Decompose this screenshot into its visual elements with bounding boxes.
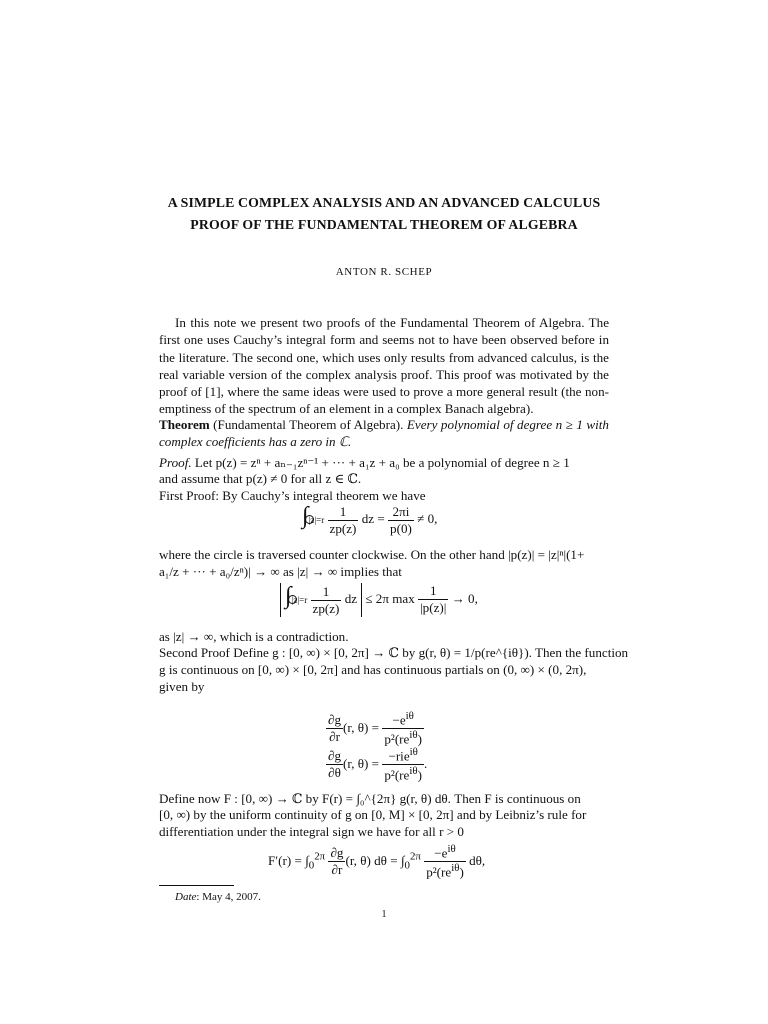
footnote: Date: May 4, 2007. xyxy=(175,891,261,903)
partial-r-equation: $\frac{\partial g}{\partial r}$ (r, θ) = $\frac{-e^{i\theta}}{p^2(re^{i\theta})}$ xyxy=(328,710,422,747)
page-number: 1 xyxy=(381,909,387,920)
second-proof-3: given by xyxy=(159,679,205,694)
paper-title: A SIMPLE COMPLEX ANALYSIS AND AN ADVANCED CALCULUS PROOF OF THE FUNDAMENTAL THEOREM OF ALGEBRA xyxy=(167,195,601,232)
contradiction-line: as |z| → ∞, which is a contradiction. xyxy=(159,629,349,644)
theorem-name: (Fundamental Theorem of Algebra). xyxy=(213,417,404,432)
proof-line-2: and assume that p(z) ≠ 0 for all z ∈ ℂ. xyxy=(159,471,362,486)
theorem xyxy=(159,416,609,451)
second-proof-1: Second Proof Define g : [0, ∞) × [0, 2π] → ℂ by g(r, θ) = 1/p(re^{iθ}). Then the function xyxy=(159,645,629,660)
leibniz-equation: $F'(r) = \int_0^{2\pi}$ $\frac{\partial g}{\partial r}$ (r, θ) $d\theta = \int_0^{2\pi}$ $\frac{-e^{i\theta}}{p^2(re^{i\theta})}$ dθ, xyxy=(268,843,486,880)
define-line-3: differentiation under the integral sign we have for all r > 0 xyxy=(159,824,464,839)
second-proof-2: g is continuous on [0, ∞) × [0, 2π] and has continuous partials on (0, ∞) × (0, 2π), xyxy=(159,662,587,677)
theorem-text: Every polynomial of degree n ≥ 1 with complex coefficients has a zero in ℂ. xyxy=(159,417,609,450)
define-line-2: [0, ∞) by the uniform continuity of g on [0, M] × [0, 2π] and by Leibniz’s rule for xyxy=(159,807,587,822)
theorem-label: Theorem xyxy=(159,417,210,432)
equation-cauchy: ∫|z|=r $\frac{1}{zp(z)}$ dz = $\frac{2\pi i}{p(0)}$ ≠ 0, xyxy=(302,503,438,536)
author: ANTON R. SCHEP xyxy=(335,266,433,278)
first-proof: First Proof: By Cauchy’s integral theorem we have xyxy=(159,488,426,503)
intro-paragraph: In this note we present two proofs of the Fundamental Theorem of Algebra. The first one uses Cauchy’s integral form and seems not to have been observed before in the literature. The second one, which uses only results from advanced calculus, is the real variable version of the complex analysis proof. This proof was motivated by the proof of [1], where the same ideas were used to prove a more general result (the non-emptiness of the spectrum of an element in a complex Banach algebra). xyxy=(159,315,609,417)
proof-line-1-text: Let p(z) = zⁿ + aₙ₋₁zⁿ⁻¹ + ··· + a₁z + a₀ be a polynomial of degree n ≥ 1 xyxy=(194,455,570,470)
proof-line-1 xyxy=(159,454,609,471)
define-line-1: Define now F : [0, ∞) → ℂ by F(r) = ∫₀^{2π} g(r, θ) dθ. Then F is continuous on xyxy=(159,791,581,806)
equation-estimate: ∫|z|=r $\frac{1}{zp(z)}$ dz ≤ 2π max $\frac{1}{|p(z)|}$ → 0, xyxy=(280,583,478,617)
footnote-rule xyxy=(159,885,234,886)
partial-theta-equation: $\frac{\partial g}{\partial\theta}$ (r, θ) = $\frac{-rie^{i\theta}}{p^2(re^{i\theta})}$ . xyxy=(328,746,428,783)
where-line-1: where the circle is traversed counter clockwise. On the other hand |p(z)| = |z|ⁿ|(1+ xyxy=(159,547,585,562)
proof-label: Proof. xyxy=(159,455,192,470)
where-line-2: a₁/z + ··· + a₀/zⁿ)| → ∞ as |z| → ∞ implies that xyxy=(159,564,402,579)
